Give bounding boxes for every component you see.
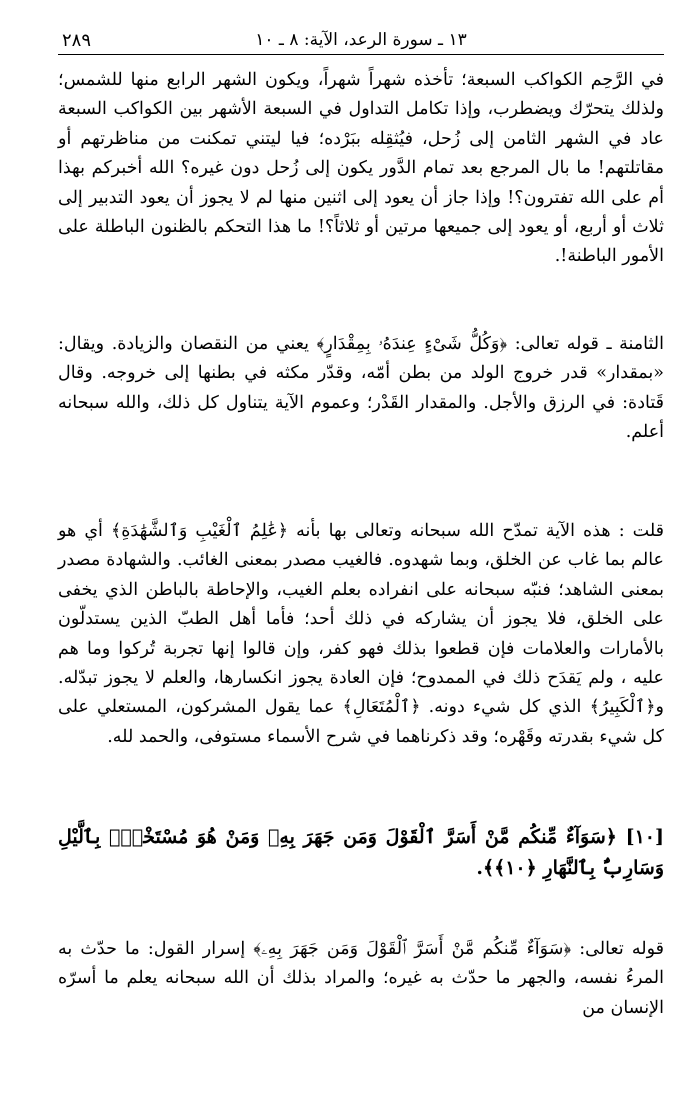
header-title: ١٣ ـ سورة الرعد، الآية: ٨ ـ ١٠: [255, 30, 467, 50]
page-number: ٢٨٩: [62, 30, 92, 51]
paragraph: في الرَّحِم الكواكب السبعة؛ تأخذه شهراً شهراً، ويكون الشهر الرابع منها للشمس؛ ولذلك يتحرّك ويضطرب، وإذا تكامل التداول في السبعة الأشهر بين الكواكب السبعة عاد في الشهر الثامن إلى زُحل، فيُثقِله ببَرْده؛ فيا ليتني تمكنت من مناظرتهم أو مقاتلتهم! ما بال المرجع بعد تمام الدَّور يكون إلى زُحل دون غيره؟ الله أخبركم بهذا أم على الله تفترون؟! وإذا جاز أن يعود إلى اثنين منها لم لا يجوز أن يعود التدبير إلى ثلاث أو أربع، أو يعود إلى جميعها مرتين أو ثلاثاً؟! ما هذا التحكم بالظنون الباطلة على الأمور الباطنة!.: [58, 70, 664, 267]
quran-verse: [١٠] ﴿سَوَآءٌ مِّنكُم مَّنْ أَسَرَّ ٱلْقَوْلَ وَمَن جَهَرَ بِهِۦ وَمَنْ هُوَ مُسْتَخْفٍۭ بِٱلَّيْلِ وَسَارِبٌۢ بِٱلنَّهَارِ ﴿١٠﴾﴾.: [58, 826, 664, 879]
paragraph: الثامنة ـ قوله تعالى: ﴿وَكُلُّ شَىْءٍ عِندَهُۥ بِمِقْدَارٍ﴾ يعني من النقصان والزيادة. ويقال: «بمقدار» قدر خروج الولد من بطن أمّه، وقدّر مكثه في بطنها إلى خروجه. وقال قَتادة: في الرزق والأجل. والمقدار القَدْر؛ وعموم الآية يتناول كل ذلك، والله سبحانه أعلم.: [58, 334, 664, 443]
running-header: [58, 28, 664, 55]
paragraph: قوله تعالى: ﴿سَوَآءٌ مِّنكُم مَّنْ أَسَرَّ ٱلْقَوْلَ وَمَن جَهَرَ بِهِۦ﴾ إسرار القول: ما حدّث به المرءُ نفسه، والجهر ما حدّث به غيره؛ والمراد بذلك أن الله سبحانه يعلم ما أسرّه الإنسان من: [58, 939, 664, 1018]
paragraph: قلت : هذه الآية تمدّح الله سبحانه وتعالى بها بأنه ﴿عَٰلِمُ ٱلْغَيْبِ وَٱلشَّهَٰدَةِ﴾ أي هو عالم بما غاب عن الخلق، وبما شهدوه. فالغيب مصدر بمعنى الغائب. والشهادة مصدر بمعنى الشاهد؛ فنبّه سبحانه على انفراده بعلم الغيب، والإحاطة بالباطن الذي يخفى على الخلق، فلا يجوز أن يشاركه في ذلك أحد؛ فأما أهل الطبّ الذين يستدلّون بالأمارات والعلامات فإن قطعوا بذلك فهو كفر، وإن قالوا إنها تجربة تُركوا وما هم عليه ، ولم يَقدَح ذلك في الممدوح؛ فإن العادة يجوز انكسارها، والعلم لا يجوز تبدّله. و﴿ٱلْكَبِيرُ﴾ الذي كل شيء دونه. ﴿ٱلْمُتَعَالِ﴾ عما يقول المشركون، المستعلي على كل شيء بقدرته وقَهْره؛ وقد ذكرناهما في شرح الأسماء مستوفى، والحمد لله.: [58, 521, 664, 747]
